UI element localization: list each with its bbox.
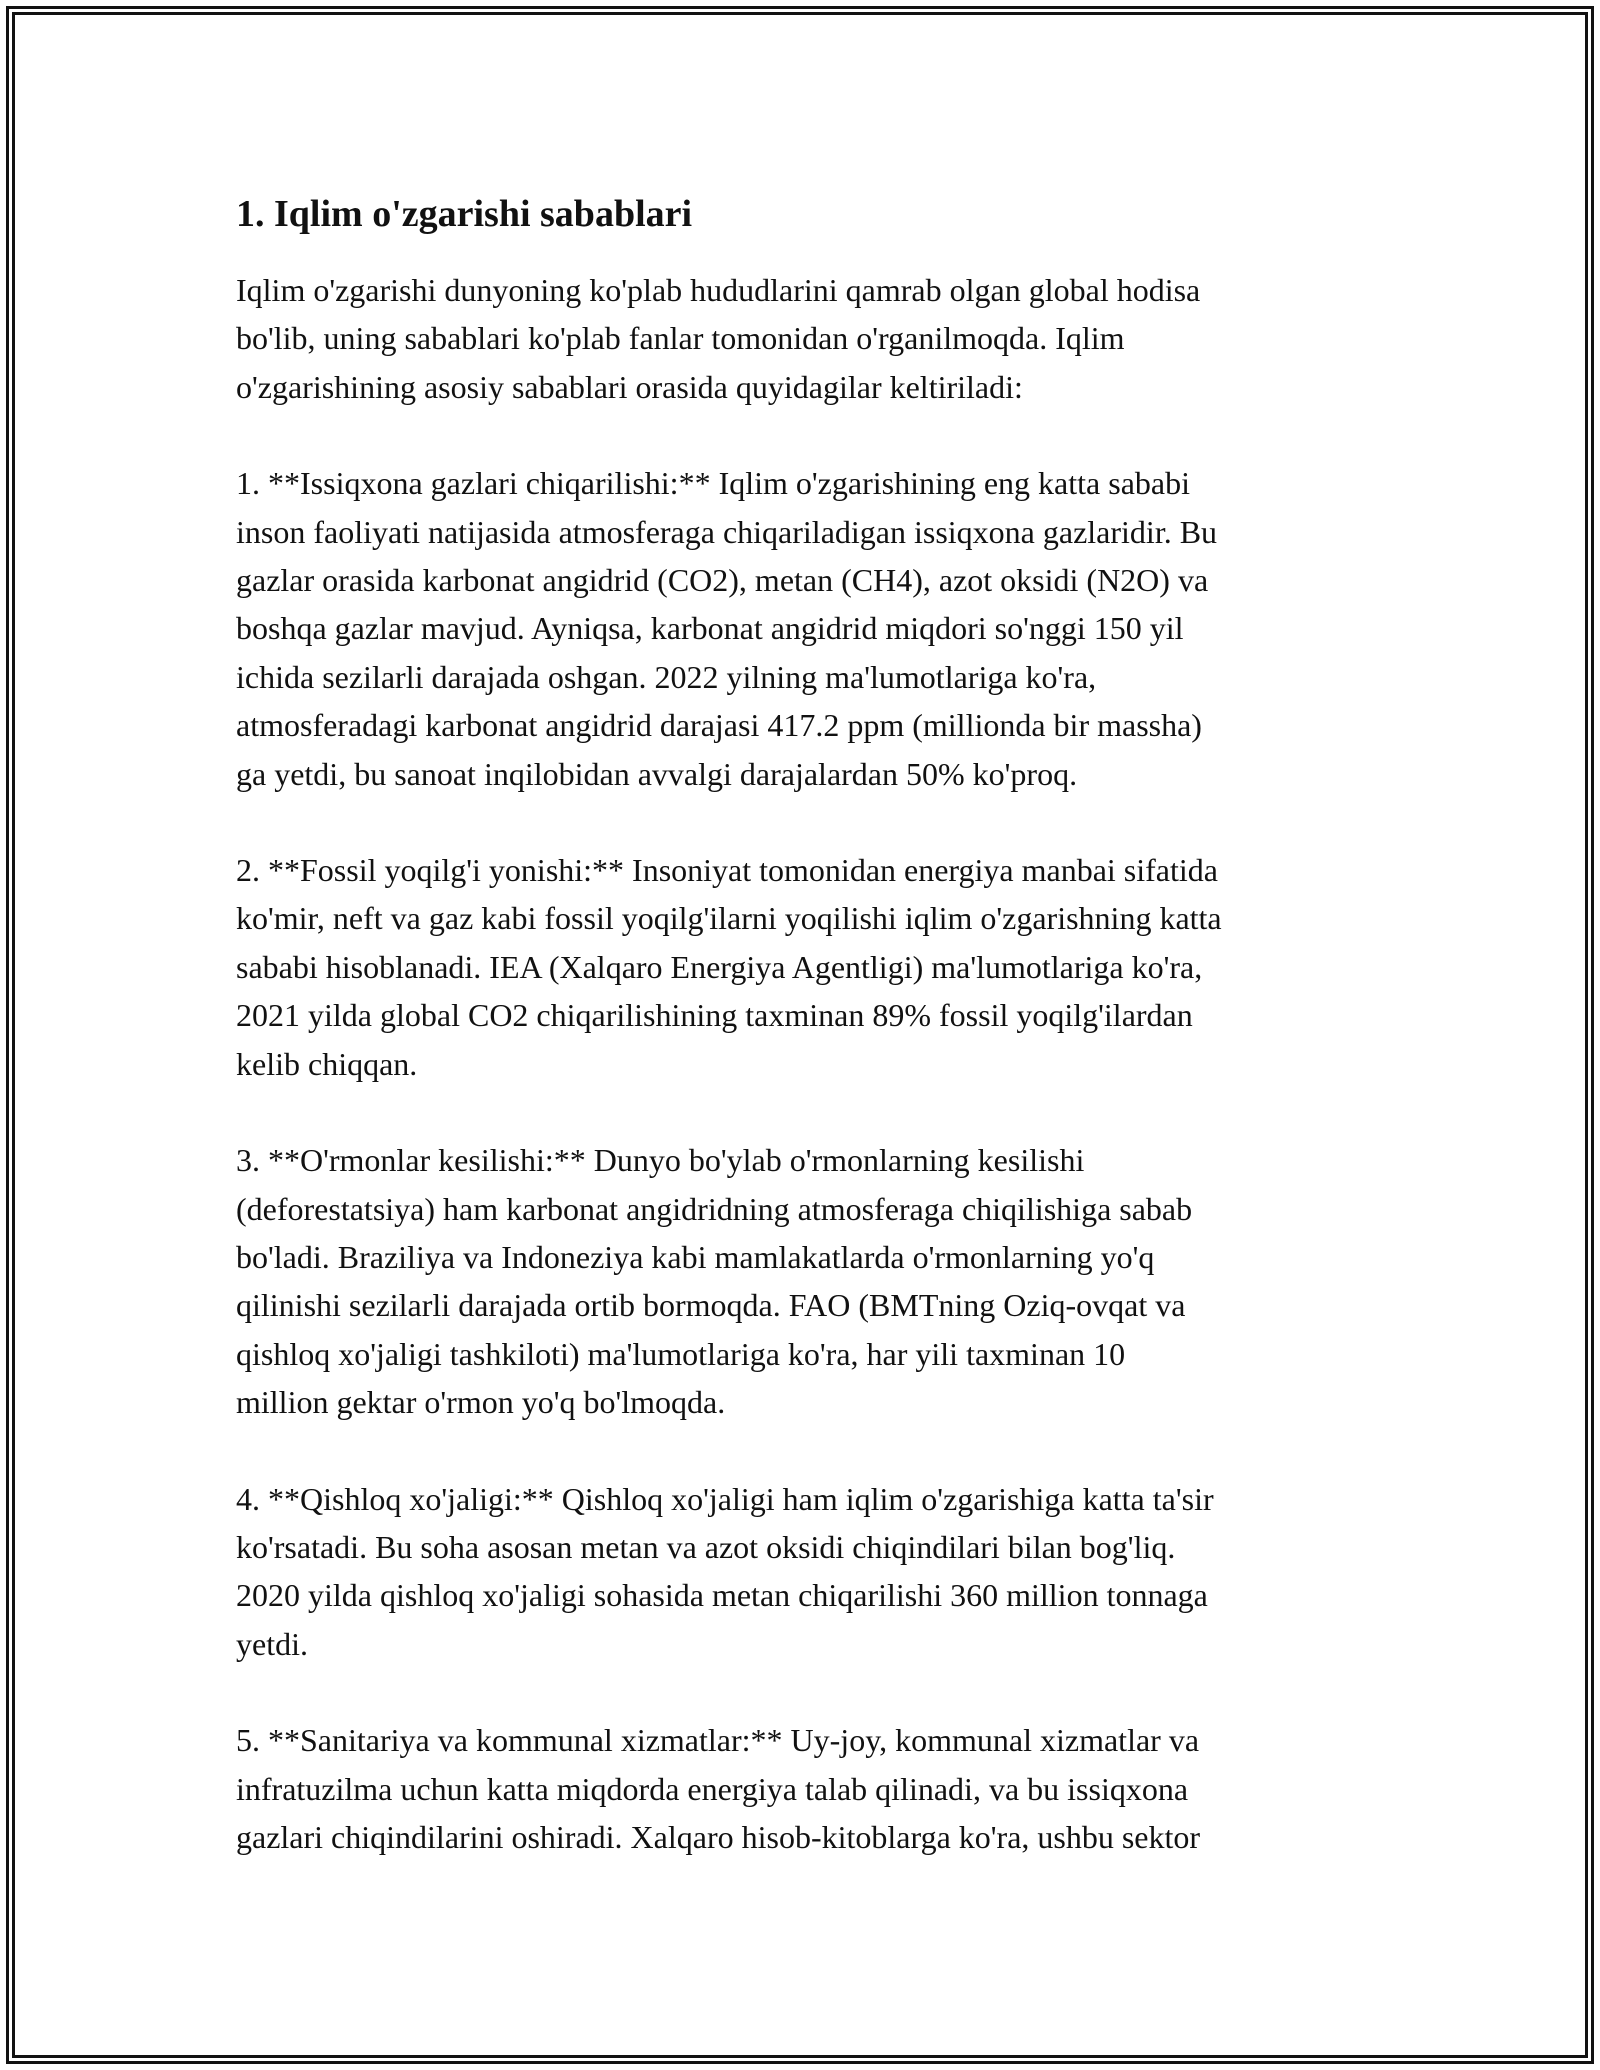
document-body: [236, 186, 1376, 1861]
paragraph-deforestation: 3. **O'rmonlar kesilishi:** Dunyo bo'ylab o'rmonlarning kesilishi (deforestatsiya) ham karbonat angidridning atmosferaga chiqilishiga sabab bo'ladi. Braziliya va Indoneziya kabi mamlakatlarda o'rmonlarning yo'q qilinishi sezilarli darajada ortib bormoqda. FAO (BMTning Oziq-ovqat va qishloq xo'jaligi tashkiloti) ma'lumotlariga ko'ra, har yili taxminan 10 million gektar o'rmon yo'q bo'lmoqda.: [236, 1142, 1193, 1421]
section-heading: 1. Iqlim o'zgarishi sabablari: [236, 193, 693, 235]
paragraph-greenhouse-gases: 1. **Issiqxona gazlari chiqarilishi:** Iqlim o'zgarishining eng katta sababi inson faoliyati natijasida atmosferaga chiqariladigan issiqxona gazlaridir. Bu gazlar orasida karbonat angidrid (CO2), metan (CH4), azot oksidi (N2O) va boshqa gazlar mavjud. Ayniqsa, karbonat angidrid miqdori so'nggi 150 yil ichida sezilarli darajada oshgan. 2022 yilning ma'lumotlariga ko'ra, atmosferadagi karbonat angidrid darajasi 417.2 ppm (millionda bir massha) ga yetdi, bu sanoat inqilobidan avvalgi darajalardan 50% ko'proq.: [236, 465, 1218, 792]
paragraph-utilities: 5. **Sanitariya va kommunal xizmatlar:** Uy-joy, kommunal xizmatlar va infratuzilma uchun katta miqdorda energiya talab qilinadi, va bu issiqxona gazlari chiqindilarini oshiradi. Xalqaro hisob-kitoblarga ko'ra, ushbu sektor: [236, 1722, 1201, 1855]
paragraph-fossil-fuels: 2. **Fossil yoqilg'i yonishi:** Insoniyat tomonidan energiya manbai sifatida ko'mir, neft va gaz kabi fossil yoqilg'ilarni yoqilishi iqlim o'zgarishning katta sababi hisoblanadi. IEA (Xalqaro Energiya Agentligi) ma'lumotlariga ko'ra, 2021 yilda global CO2 chiqarilishining taxminan 89% fossil yoqilg'ilardan kelib chiqqan.: [236, 852, 1222, 1082]
paragraph-intro: Iqlim o'zgarishi dunyoning ko'plab hududlarini qamrab olgan global hodisa bo'lib, uning sabablari ko'plab fanlar tomonidan o'rganilmoqda. Iqlim o'zgarishining asosiy sabablari orasida quyidagilar keltiriladi:: [236, 272, 1201, 405]
paragraph-agriculture: 4. **Qishloq xo'jaligi:** Qishloq xo'jaligi ham iqlim o'zgarishiga katta ta'sir ko'rsatadi. Bu soha asosan metan va azot oksidi chiqindilari bilan bog'liq. 2020 yilda qishloq xo'jaligi sohasida metan chiqarilishi 360 million tonnaga yetdi.: [236, 1480, 1214, 1662]
